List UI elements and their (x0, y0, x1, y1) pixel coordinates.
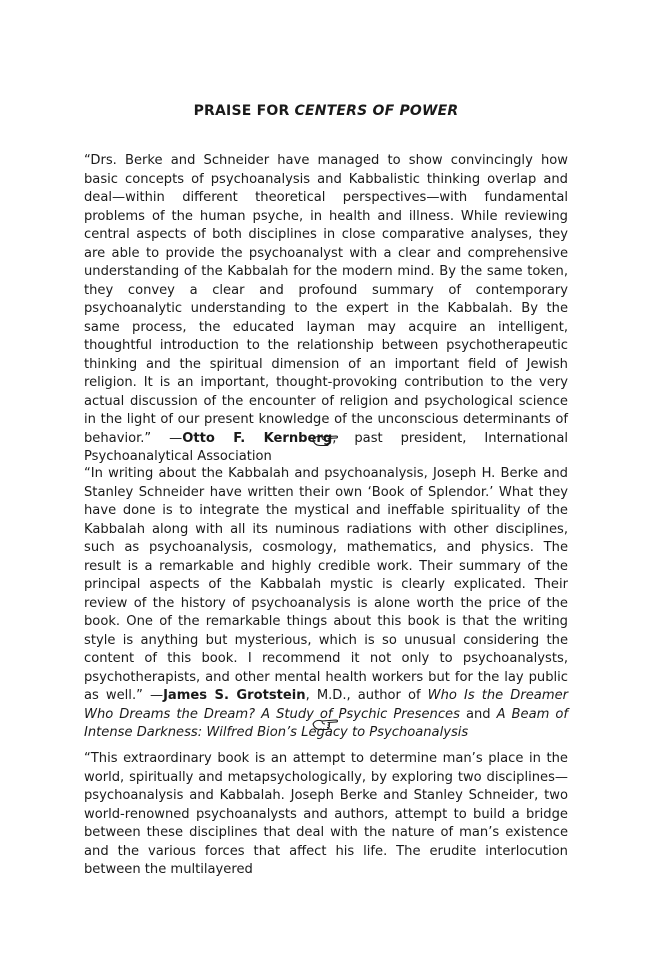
quote-text: “In writing about the Kabbalah and psychoanalysis, Joseph H. Berke and Stanley Schneider have written their own ‘Book of Splendor.’ What they have done is to integrate the mystical and ineffable spirituality of the Kabbalah along with all its numinous radiations with other disciplines, such as psychoanalysis, cosmology, mathematics, and physics. The result is a remarkable and highly credible work. Their summary of the principal aspects of the Kabbalah mystic is clearly explicated. Their review of the history of psychoanalysis is alone worth the price of the book. One of the remarkable things about this book is that the writing style is anything but mysterious, which is so unusual considering the content of this book. I recommend it not only to psychoanalysts, psychotherapists, and other mental health workers but for the lay public as well.” — (84, 466, 568, 703)
book-title-reference: A Beam of Intense Darkness: Wilfred Bion’s Legacy to Psychoanalysis (84, 706, 568, 740)
pointing-hand-icon (311, 433, 341, 447)
praise-quote-third (84, 750, 568, 880)
page-heading (84, 103, 568, 119)
quote-text: “This extraordinary book is an attempt to determine man’s place in the world, spiritually and metapsychologically, by exploring two disciplines—psychoanalysis and Kabbalah. Joseph Berke and Stanley Schneider, two world-renowned psychoanalysts and authors, attempt to build a bridge between these disciplines that deal with the nature of man’s existence and the various forces that affect his life. The erudite interlocution between the multilayered (84, 751, 568, 877)
praise-quote-grotstein (84, 465, 568, 743)
quote-text: “Drs. Berke and Schneider have managed to show convincingly how basic concepts of psychoanalysis and Kabbalistic thinking overlap and deal—within different theoretical perspectives—with fundamental problems of the human psyche, in health and illness. While reviewing central aspects of both disciplines in close comparative analyses, they are able to provide the psychoanalyst with a clear and comprehensive understanding of the Kabbalah for the modern mind. By the same token, they convey a clear and profound summary of contemporary psychoanalytic understanding to the expert in the Kabbalah. By the same process, the educated layman may acquire an intelligent, thoughtful introduction to the relationship between psychotherapeutic thinking and the spiritual dimension of an important field of Jewish religion. It is an important, thought-provoking contribution to the very actual discussion of the encounter of religion and psychological science in the light of our present knowledge of the unconscious determinants of behavior.” — (84, 153, 568, 446)
author-credit: , M.D., author of (305, 688, 428, 703)
heading-prefix: PRAISE FOR (193, 103, 295, 119)
quote-author: Otto F. Kernberg (182, 430, 333, 446)
book-title-reference: Who Is the Dreamer Who Dreams the Dream? A Study of Psychic Presences (84, 688, 569, 722)
praise-quote-kernberg (84, 152, 568, 467)
author-credit-joiner: and (459, 706, 497, 722)
author-credit: , past president, International Psychoanalytical Association (84, 430, 568, 464)
pointing-hand-icon (311, 717, 341, 731)
book-title: CENTERS OF POWER (294, 103, 459, 119)
quote-author: James S. Grotstein (163, 688, 306, 703)
